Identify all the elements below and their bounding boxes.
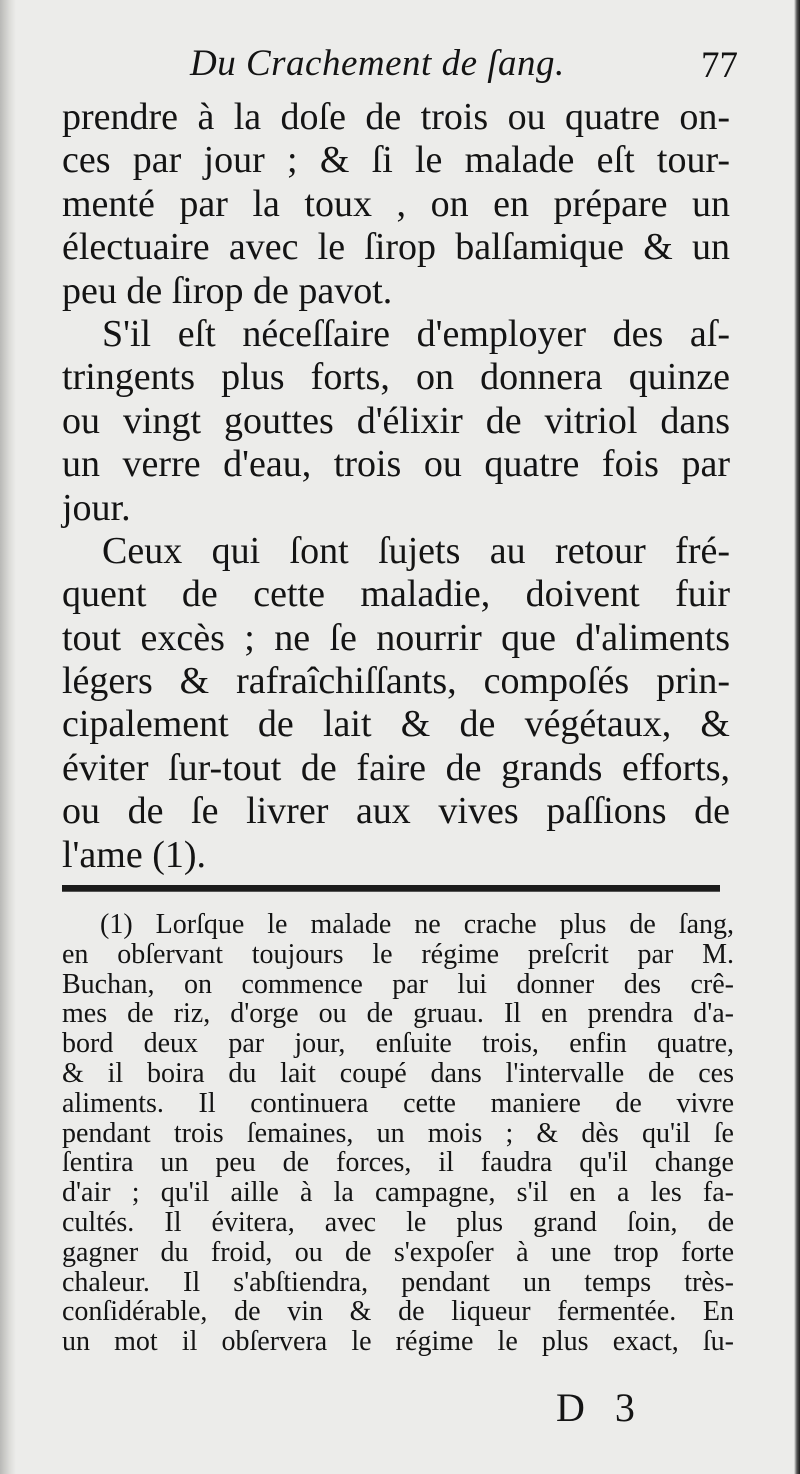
footnote-line: conſidérable, de vin & de liqueur fermentée. En	[62, 1296, 734, 1328]
text-line: ces par jour ; & ſi le malade eſt tour-	[62, 139, 730, 182]
page-shadow-right	[794, 0, 800, 1474]
text-line: ou de ſe livrer aux vives paſſions de	[62, 790, 730, 833]
text-line: un verre d'eau, trois ou quatre fois par	[62, 443, 730, 486]
signature-mark: D 3	[556, 1385, 645, 1430]
footnote-rule	[62, 885, 720, 892]
footnote-line: ſentira un peu de forces, il faudra qu'il change	[62, 1147, 734, 1179]
page-shadow-left	[0, 0, 16, 1474]
text-line: Ceux qui ſont ſujets au retour fré-	[102, 529, 730, 572]
running-head	[62, 38, 738, 90]
text-line: légers & rafraîchiſſants, compoſés prin-	[62, 660, 730, 703]
text-line: l'ame (1).	[62, 833, 207, 876]
footnote-line: bord deux par jour, enſuite trois, enfin quatre,	[62, 1028, 734, 1060]
running-title: Du Crachement de ſang.	[190, 43, 565, 84]
text-line: peu de ſirop de pavot.	[62, 269, 393, 312]
page-number: 77	[701, 45, 738, 86]
footnote-line: en obſervant toujours le régime preſcrit par M.	[62, 938, 734, 970]
footnote-line: (1) Lorſque le malade ne crache plus de ſang,	[100, 909, 734, 940]
text-line: S'il eſt néceſſaire d'employer des aſ-	[102, 312, 730, 355]
footnote-line: pendant trois ſemaines, un mois ; & dès qu'il ſe	[62, 1117, 734, 1149]
footnote	[62, 910, 734, 1357]
text-line: cipalement de lait & de végétaux, &	[62, 703, 730, 746]
footnote-line: d'air ; qu'il aille à la campagne, s'il en a les fa-	[62, 1177, 734, 1209]
text-line: menté par la toux , on en prépare un	[62, 182, 730, 225]
footnote-line: un mot il obſervera le régime le plus exact, ſu-	[62, 1326, 734, 1358]
text-line: électuaire avec le ſirop balſamique & un	[62, 226, 730, 269]
footnote-line: chaleur. Il s'abſtiendra, pendant un temps très-	[62, 1266, 734, 1298]
text-line: quent de cette maladie, doivent fuir	[62, 573, 730, 616]
footnote-line: Buchan, on commence par lui donner des crê-	[62, 968, 734, 1000]
footnote-line: cultés. Il évitera, avec le plus grand ſoin, de	[62, 1206, 734, 1238]
text-line: prendre à la doſe de trois ou quatre on-	[62, 96, 730, 138]
footnote-line: gagner du froid, ou de s'expoſer à une trop forte	[62, 1236, 734, 1268]
text-line: ou vingt gouttes d'élixir de vitriol dans	[62, 399, 730, 442]
text-line: jour.	[62, 486, 131, 529]
footnote-line: aliments. Il continuera cette maniere de vivre	[62, 1087, 734, 1119]
text-line: tout excès ; ne ſe nourrir que d'aliments	[62, 616, 730, 659]
footnote-line: mes de riz, d'orge ou de gruau. Il en prendra d'a-	[62, 998, 734, 1030]
text-line: éviter ſur-tout de faire de grands efforts,	[62, 746, 730, 789]
text-line: tringents plus forts, on donnera quinze	[62, 356, 730, 399]
footnote-line: & il boira du lait coupé dans l'intervalle de ces	[62, 1057, 734, 1089]
main-text	[62, 96, 730, 877]
